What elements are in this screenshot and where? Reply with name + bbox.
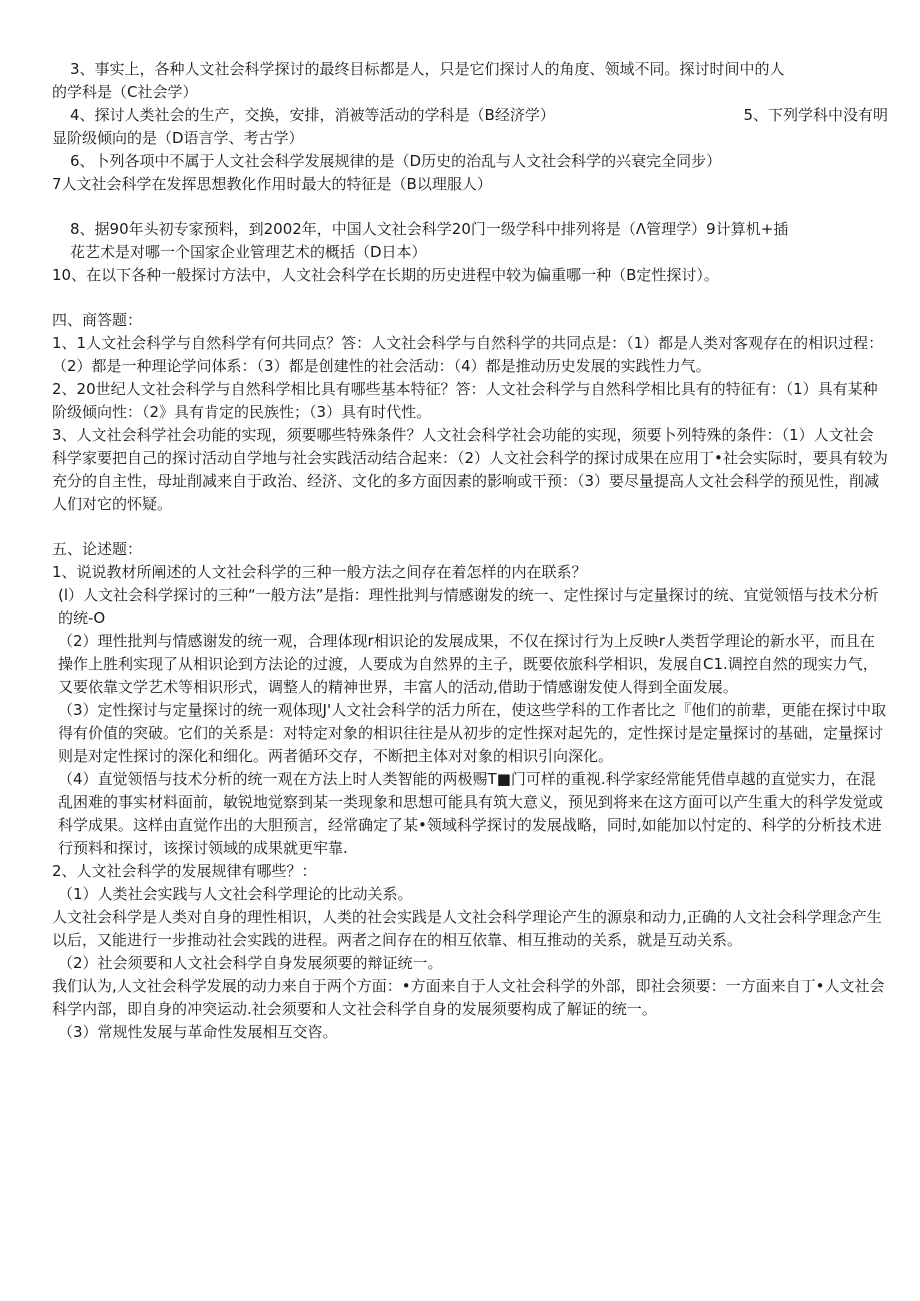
essay-question-1: 1、说说教材所阐述的人文社会科学的三种一般方法之间存在着怎样的内在联系？ [52, 563, 587, 581]
question-5-line-1: 5、下列学科中没有明 [743, 106, 888, 124]
essay-question-2: 2、人文社会科学的发展规律有哪些？： [52, 862, 317, 880]
law-1-title: （1）人类社会实践与人文社会科学理论的比动关系。 [58, 885, 413, 903]
document-page [52, 58, 888, 1044]
question-8-line-1: 8、据90年头初专家预料，到2002年，中国人文社会科学20门一级学科中排列将是（Λ管理学）9计算机+插 [70, 220, 789, 238]
short-answer-3: 3、人文社会科学社会功能的实现，须要哪些特殊条件？人文社会科学社会功能的实现，须要卜列特殊的条件：（1）人文社会科学家要把自己的探讨活动自学地与社会实践活动结合起来：（2）人文社会科学的探讨成果在应用丁•社会实际时，要具有较为充分的自主性，母址削减来自于政治、经济、文化的多方面因素的影响或干预：（3）要尽量提高人文社会科学的预见性，削减人们对它的怀疑。 [52, 426, 888, 513]
question-7: 7人文社会科学在发挥思想教化作用时最大的特征是（B以理服人） [52, 175, 492, 193]
law-2-body: 我们认为,人文社会科学发展的动力来自于两个方面：•方面来自于人文社会科学的外部，即社会须要：一方面来自丁•人文社会科学内部，即自身的冲突运动.社会须要和人文社会科学自身的发展须要构成了解证的统一。 [52, 977, 885, 1018]
short-answer-1: 1、1人文社会科学与自然科学有何共同点？答：人文社会科学与自然科学的共同点是：（1）都是人类对客观存在的相识过程：（2）都是一种理论学问体系：（3）都是创建性的社会活动：（4）都是推动历史发展的实践性力气。 [52, 334, 884, 375]
law-2-title: （2）社会须要和人文社会科学自身发展须要的辩证统一。 [58, 954, 443, 972]
short-answer-2: 2、20世纪人文社会科学与自然科学相比具有哪些基本特征？答：人文社会科学与自然科学相比具有的特征有：（1）具有某种阶级倾向性：（2》具有肯定的民族性；（3）具有时代性。 [52, 380, 878, 421]
essay-1-point-1: (l）人文社会科学探讨的三种“一般方法”是指：理性批判与情感谢发的统一、定性探讨与定量探讨的统、宜觉领悟与技术分析的统-O [58, 586, 879, 627]
question-3-line-1: 3、事实上，各种人文社会科学探讨的最终目标都是人，只是它们探讨人的角度、领域不同。探讨时间中的人 [70, 60, 785, 78]
question-3-line-2: 的学科是（C社会学） [52, 83, 198, 101]
essay-1-point-3: （3）定性探讨与定量探讨的统一观体现J'人文社会科学的活力所在，使这些学科的工作者比之『他们的前辈，更能在探讨中取得有价值的突破。它们的关系是：对特定对象的相识往往是从初步的定性探对起先的，定性探讨是定量探讨的基础，定量探讨则是对定性探讨的深化和细化。两者循环交存，不断把主体对对象的相识引向深化。 [58, 701, 887, 765]
question-4-5-row [52, 104, 888, 127]
essay-1-point-4: （4）直觉领悟与技术分析的统一观在方法上时人类智能的两极赐T■门可样的重视.科学家经常能凭借卓越的直觉实力，在混乱困难的事实材料面前，敏锐地觉察到某一类现象和思想可能具有筑大意义，预见到将来在这方面可以产生重大的科学发觉或科学成果。这样由直觉作出的大胆预言，经常确定了某•领域科学探讨的发展战略，同时,如能加以忖定的、科学的分析技术进行预料和探讨，该探讨领域的成果就更牢靠. [58, 770, 884, 857]
question-8-line-2: 花艺术是对哪一个国家企业管理艺术的概括（D日本） [70, 243, 427, 261]
question-5-line-2: 显阶级倾向的是（D语言学、考古学） [52, 129, 304, 147]
section-4-heading: 四、商答题： [52, 311, 143, 329]
question-6: 6、卜列各项中不属于人文社会科学发展规律的是（D历史的治乱与人文社会科学的兴衰完全同步） [70, 152, 722, 170]
law-3-title: （3）常规性发展与革命性发展相互交咨。 [58, 1023, 338, 1041]
section-5-heading: 五、论述题： [52, 540, 143, 558]
question-10: 10、在以下各种一般探讨方法中，人文社会科学在长期的历史进程中较为偏重哪一种（B定性探讨）。 [52, 266, 719, 284]
essay-1-point-2: （2）理性批判与情感谢发的统一观，合理体现r相识论的发展成果，不仅在探讨行为上反映r人类哲学理论的新水平，而且在操作上胜利实现了从相识论到方法论的过渡，人要成为自然界的主子，既要依旅科学相识，发展自C1.调控自然的现实力气，又要依靠文学艺术等相识形式，调整人的精神世界，丰富人的活动,借助于情感谢发使人得到全面发展。 [58, 632, 878, 696]
question-4: 4、探讨人类社会的生产，交换，安排，消被等活动的学科是（B经济学） [70, 106, 555, 124]
law-1-body: 人文社会科学是人类对自身的理性相识，人类的社会实践是人文社会科学理论产生的源泉和动力,正确的人文社会科学理念产生以后，又能进行一步推动社会实践的进程。两者之间存在的相互依靠、相互推动的关系，就是互动关系。 [52, 908, 882, 949]
